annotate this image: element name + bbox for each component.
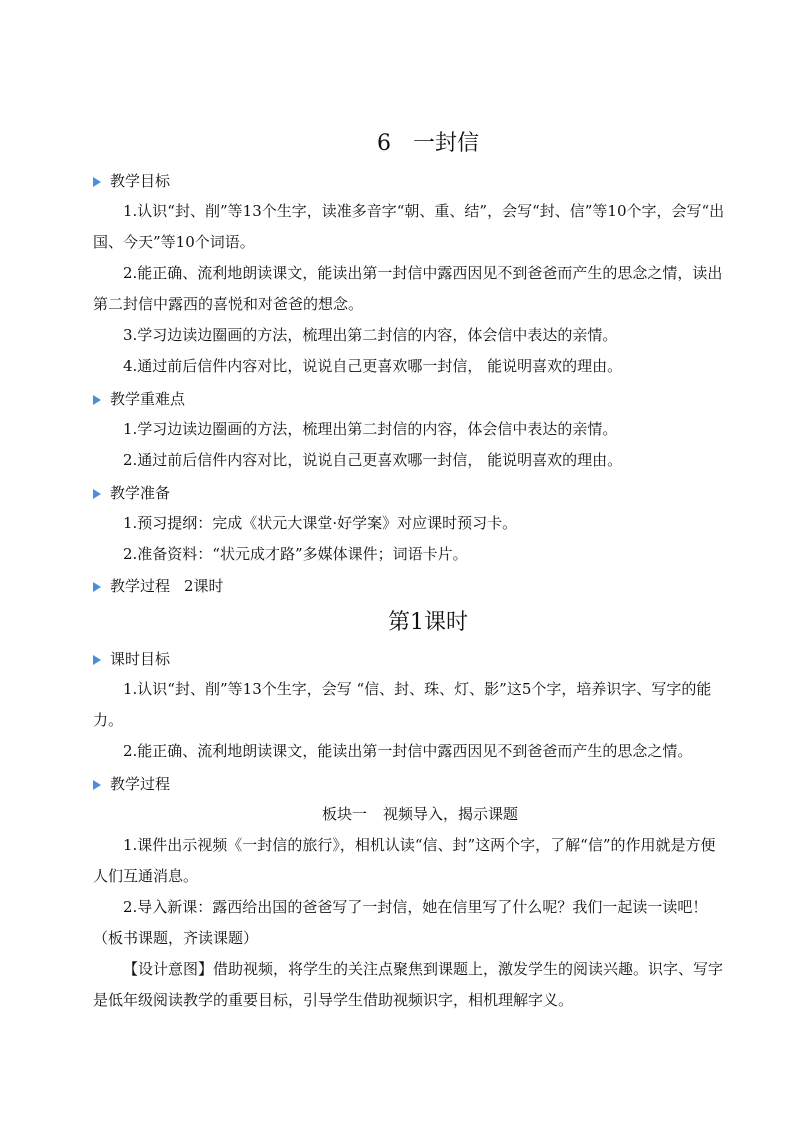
section-heading-period-process bbox=[93, 773, 170, 795]
triangle-bullet-icon bbox=[93, 177, 101, 187]
preparation-paragraph-2: 2.准备资料：“状元成才路”多媒体课件；词语卡片。 bbox=[123, 545, 468, 563]
section-heading-text: 教学准备 bbox=[110, 484, 171, 502]
goal-paragraph-3: 3.学习边读边圈画的方法，梳理出第二封信的内容，体会信中表达的亲情。 bbox=[123, 326, 618, 344]
section-heading-text: 教学重难点 bbox=[110, 390, 186, 408]
block-label: 板块一 bbox=[321, 805, 367, 823]
key-point-paragraph-2: 2.通过前后信件内容对比，说说自己更喜欢哪一封信， 能说明喜欢的理由。 bbox=[123, 451, 623, 469]
triangle-bullet-icon bbox=[93, 780, 101, 790]
section-heading-goals bbox=[93, 170, 170, 192]
triangle-bullet-icon bbox=[93, 395, 101, 405]
preparation-paragraph-1: 1.预习提纲：完成《状元大课堂·好学案》对应课时预习卡。 bbox=[123, 514, 518, 532]
period-count: 2课时 bbox=[184, 577, 224, 595]
key-point-paragraph-1: 1.学习边读边圈画的方法，梳理出第二封信的内容，体会信中表达的亲情。 bbox=[123, 420, 618, 438]
section-heading-preparation bbox=[93, 482, 170, 504]
goal-paragraph-4: 4.通过前后信件内容对比，说说自己更喜欢哪一封信， 能说明喜欢的理由。 bbox=[123, 357, 623, 375]
period-goal-paragraph-1: 1.认识“封、削”等13个生字，会写 “信、封、珠、灯、影”这5个字，培养识字、写字的能力。 bbox=[93, 680, 712, 729]
step-paragraph-2: 2.导入新课：露西给出国的爸爸写了一封信，她在信里写了什么呢？我们一起读一读吧！（板书课题，齐读课题） bbox=[93, 898, 708, 947]
triangle-bullet-icon bbox=[93, 655, 101, 665]
period-title: 第1课时 bbox=[388, 610, 468, 635]
goal-paragraph-1: 1.认识“封、削”等13个生字，读准多音字“朝、重、结”，会写“封、信”等10个字，会写“出国、今天”等10个词语。 bbox=[93, 202, 725, 251]
lesson-number: 6 bbox=[376, 131, 391, 156]
section-heading-text: 教学过程 bbox=[110, 577, 171, 595]
section-heading-process bbox=[93, 575, 224, 597]
section-heading-text: 教学过程 bbox=[110, 775, 171, 793]
lesson-name: 一封信 bbox=[412, 131, 479, 156]
triangle-bullet-icon bbox=[93, 489, 101, 499]
triangle-bullet-icon bbox=[93, 582, 101, 592]
step-paragraph-1: 1.课件出示视频《一封信的旅行》，相机认读“信、封”这两个字，了解“信”的作用就是方便人们互通消息。 bbox=[93, 836, 716, 885]
section-heading-key-points bbox=[93, 388, 185, 410]
section-heading-text: 教学目标 bbox=[110, 172, 171, 190]
block-title: 视频导入，揭示课题 bbox=[383, 805, 519, 823]
goal-paragraph-2: 2.能正确、流利地朗读课文，能读出第一封信中露西因见不到爸爸而产生的思念之情，读出第二封信中露西的喜悦和对爸爸的想念。 bbox=[93, 264, 723, 313]
lesson-title bbox=[0, 130, 794, 158]
section-heading-text: 课时目标 bbox=[110, 650, 171, 668]
section-heading-period-goals bbox=[93, 648, 170, 670]
design-intent-paragraph: 【设计意图】借助视频，将学生的关注点聚焦到课题上，激发学生的阅读兴趣。识字、写字是低年级阅读教学的重要目标，引导学生借助视频识字，相机理解字义。 bbox=[93, 960, 724, 1009]
period-goal-paragraph-2: 2.能正确、流利地朗读课文，能读出第一封信中露西因见不到爸爸而产生的思念之情。 bbox=[123, 742, 693, 760]
block-heading bbox=[0, 803, 794, 825]
